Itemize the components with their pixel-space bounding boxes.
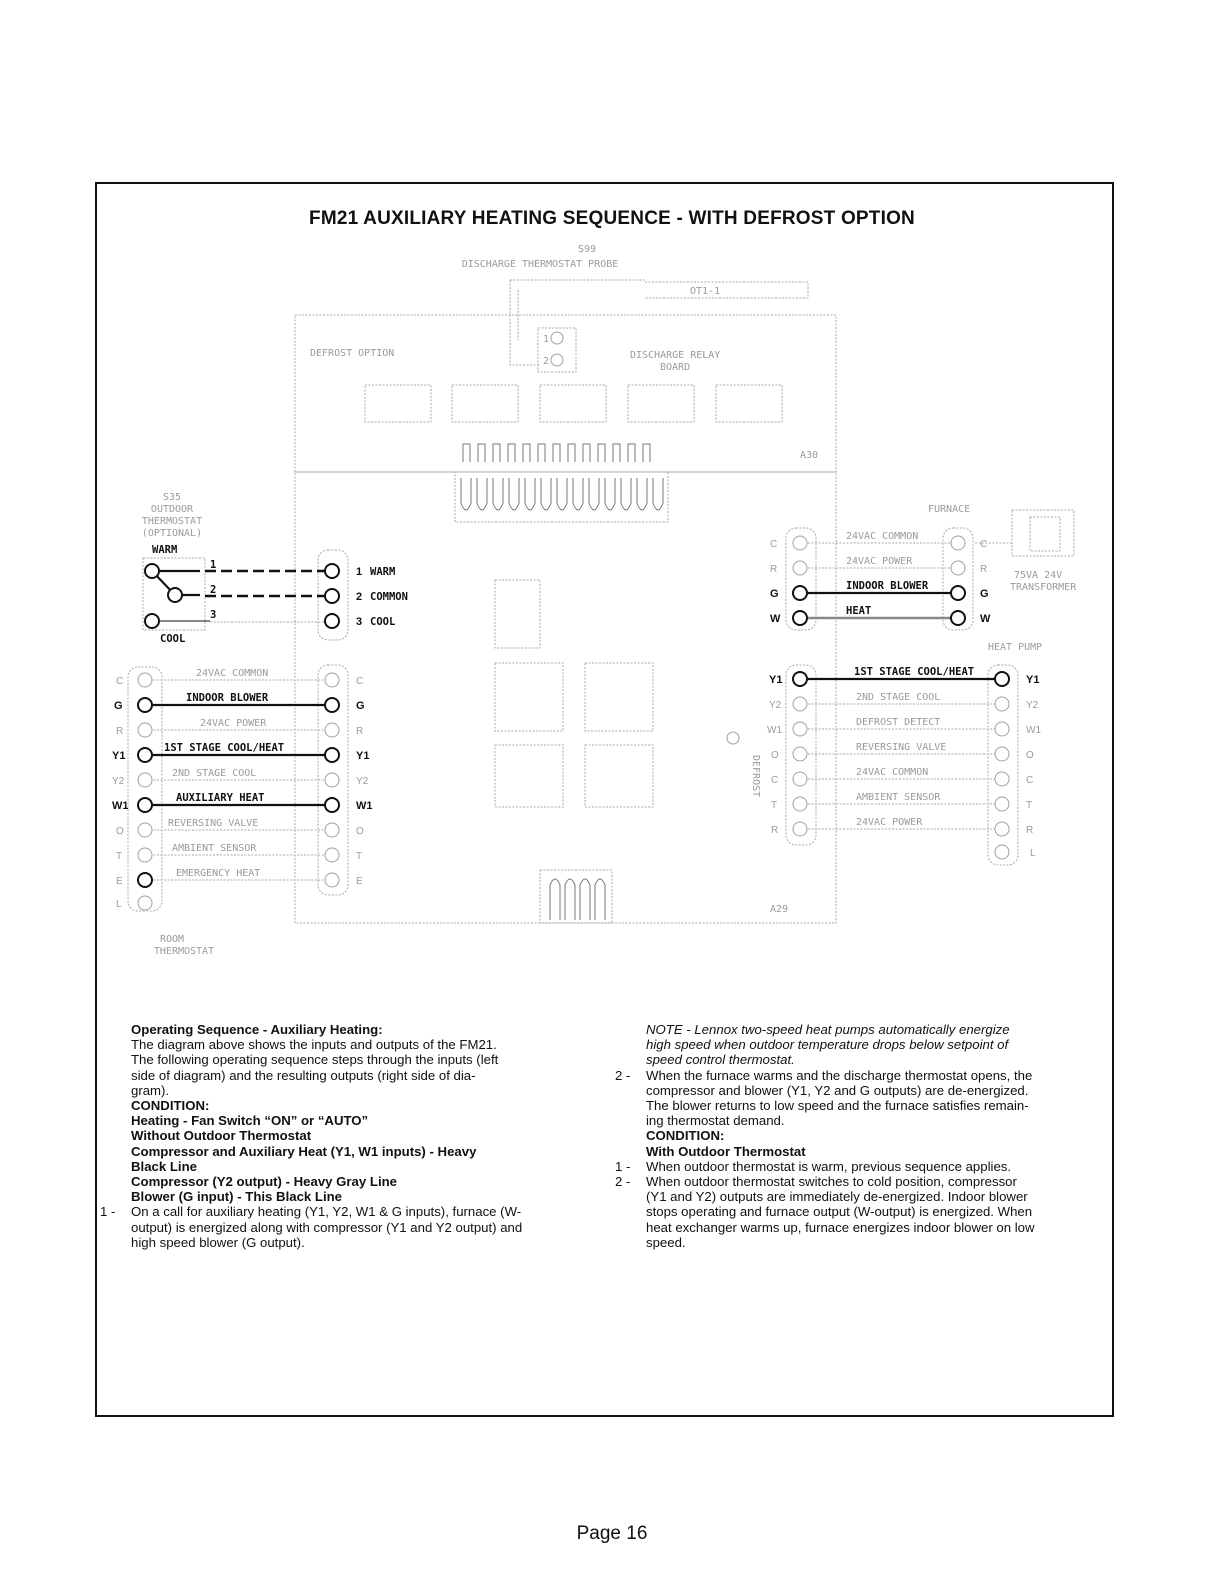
furnace-left-1: R [770, 564, 778, 575]
hp-right-2: W1 [1026, 725, 1041, 736]
rt-right-4: Y2 [356, 776, 369, 787]
hp-wire-3: REVERSING VALVE [856, 742, 947, 753]
ot-terminal-num2: 2 [356, 591, 363, 603]
hp-wire-1: 2ND STAGE COOL [856, 692, 941, 703]
furnace-right-0: C [980, 539, 988, 550]
ot-terminal-label2: COMMON [370, 591, 408, 603]
furnace-wire-0: 24VAC COMMON [846, 531, 919, 542]
hp-right-1: Y2 [1026, 700, 1039, 711]
step-1 [100, 1204, 586, 1250]
right-column [615, 1022, 1101, 1250]
rt-left-9: L [116, 899, 122, 910]
intro-line-2: The following operating sequence steps through the inputs (left [131, 1052, 499, 1068]
step-b2-line-2: (Y1 and Y2) outputs are immediately de-energized. Indoor blower [646, 1189, 1028, 1205]
hp-right-6: R [1026, 825, 1034, 836]
rt-left-4: Y2 [112, 776, 125, 787]
heat-pump-label: HEAT PUMP [988, 642, 1043, 653]
ot1-label: OT1-1 [690, 286, 721, 297]
rt-wire-4: 2ND STAGE COOL [172, 768, 257, 779]
relay-board-line1: DISCHARGE RELAY [630, 350, 721, 361]
rt-wire-3: 1ST STAGE COOL/HEAT [164, 742, 285, 754]
ot-terminal-num1: 1 [356, 566, 363, 578]
hp-right-0: Y1 [1026, 674, 1040, 686]
rt-wire-7: AMBIENT SENSOR [172, 843, 257, 854]
hp-right-5: T [1026, 800, 1033, 811]
step-2 [615, 1067, 1101, 1129]
step-1-number: 1 - [100, 1204, 116, 1220]
hp-left-1: Y2 [769, 700, 782, 711]
condition-line-1: Heating - Fan Switch “ON” or “AUTO” [131, 1113, 369, 1129]
room-thermostat-line1: ROOM [159, 934, 185, 945]
step-2-number: 2 - [615, 1067, 631, 1083]
ot-terminal-num3: 3 [356, 616, 363, 628]
rt-right-8: E [356, 876, 363, 887]
rt-wire-1: INDOOR BLOWER [186, 692, 269, 704]
rt-left-7: T [116, 851, 123, 862]
s99-code: S99 [577, 244, 597, 255]
switch-pin1: 1 [210, 559, 217, 571]
condition-label: CONDITION: [131, 1098, 210, 1114]
hp-wire-2: DEFROST DETECT [856, 717, 941, 728]
rt-left-6: O [116, 826, 124, 837]
sequence-heading: Operating Sequence - Auxiliary Heating: [131, 1022, 383, 1037]
condition-label-2: CONDITION: [646, 1128, 725, 1144]
rt-wire-2: 24VAC POWER [200, 718, 267, 729]
page-number: Page 16 [576, 1523, 648, 1544]
outdoor-thermo-line1: OUTDOOR [150, 504, 194, 515]
furnace-left-0: C [770, 539, 778, 550]
rt-wire-8: EMERGENCY HEAT [176, 868, 261, 879]
relay-board-line2: BOARD [660, 362, 691, 373]
step-2-line-4: ing thermostat demand. [646, 1113, 785, 1129]
page-title: FM21 AUXILIARY HEATING SEQUENCE - WITH DEFROST OPTION [309, 208, 915, 229]
rt-left-1: G [114, 700, 123, 712]
hp-right-4: C [1026, 775, 1034, 786]
intro-line-3: side of diagram) and the resulting outputs (right side of dia- [131, 1067, 476, 1083]
step-b1-line-1: When outdoor thermostat is warm, previous sequence applies. [646, 1158, 1012, 1174]
hp-left-5: T [771, 800, 778, 811]
furnace-right-1: R [980, 564, 988, 575]
rt-wire-5: AUXILIARY HEAT [176, 792, 265, 804]
condition-line-6: Blower (G input) - This Black Line [131, 1189, 343, 1205]
ot-terminal-label1: WARM [370, 566, 396, 578]
hp-left-2: W1 [767, 725, 782, 736]
step-b2-line-4: heat exchanger warms up, furnace energizes indoor blower on low [646, 1219, 1035, 1235]
rt-left-8: E [116, 876, 123, 887]
switch-pin2: 2 [210, 584, 217, 596]
rt-left-5: W1 [112, 800, 129, 812]
s35-code: S35 [162, 492, 182, 503]
step-1-line-3: high speed blower (G output). [131, 1234, 305, 1250]
step-1-line-2: output) is energized along with compressor (Y1 and Y2 output) and [131, 1219, 523, 1235]
step-b1 [615, 1158, 1101, 1174]
rt-left-2: R [116, 726, 124, 737]
hp-left-6: R [771, 825, 779, 836]
a29-label: A29 [770, 904, 789, 915]
a30-label: A30 [800, 450, 819, 461]
left-column [100, 1022, 586, 1250]
hp-wire-4: 24VAC COMMON [856, 767, 929, 778]
rt-left-0: C [116, 676, 124, 687]
switch-pin3: 3 [210, 609, 217, 621]
hp-left-3: O [771, 750, 779, 761]
hp-wire-6: 24VAC POWER [856, 817, 923, 828]
condition-line-5: Compressor (Y2 output) - Heavy Gray Line [131, 1174, 398, 1190]
note-line-2: high speed when outdoor temperature drops below setpoint of [646, 1037, 1009, 1053]
rt-wire-6: REVERSING VALVE [168, 818, 259, 829]
defrost-vertical-label: DEFROST [750, 755, 761, 798]
rt-right-6: O [356, 826, 364, 837]
warm-label: WARM [152, 544, 178, 556]
step-2-line-2: compressor and blower (Y1, Y2 and G outputs) are de-energized. [646, 1082, 1029, 1098]
relay-pin2: 2 [543, 356, 550, 367]
rt-right-2: R [356, 726, 364, 737]
intro-line-1: The diagram above shows the inputs and outputs of the FM21. [131, 1037, 497, 1053]
rt-right-1: G [356, 700, 365, 712]
note-line-3: speed control thermostat. [646, 1052, 795, 1068]
rt-right-7: T [356, 851, 363, 862]
furnace-wire-1: 24VAC POWER [846, 556, 913, 567]
cool-label: COOL [160, 633, 186, 645]
room-thermostat-line2: THERMOSTAT [153, 946, 215, 957]
rt-left-3: Y1 [112, 750, 126, 762]
step-b2-number: 2 - [615, 1174, 631, 1190]
furnace-label: FURNACE [928, 504, 971, 515]
hp-left-4: C [771, 775, 779, 786]
furnace-left-2: G [770, 588, 779, 600]
rt-wire-0: 24VAC COMMON [196, 668, 269, 679]
hp-right-7: L [1030, 848, 1036, 859]
note-line-1: NOTE - Lennox two-speed heat pumps automatically energize [646, 1022, 1010, 1037]
condition-line-3: Compressor and Auxiliary Heat (Y1, W1 inputs) - Heavy [131, 1143, 477, 1159]
furnace-right-3: W [980, 613, 991, 625]
condition-line-2: Without Outdoor Thermostat [131, 1128, 312, 1144]
furnace-wire-2: INDOOR BLOWER [846, 580, 929, 592]
hp-wire-0: 1ST STAGE COOL/HEAT [854, 666, 975, 678]
step-1-line-1: On a call for auxiliary heating (Y1, Y2, W1 & G inputs), furnace (W- [131, 1204, 522, 1220]
hp-right-3: O [1026, 750, 1034, 761]
rt-right-0: C [356, 676, 364, 687]
s99-label: DISCHARGE THERMOSTAT PROBE [461, 259, 619, 270]
relay-board-outline [295, 315, 836, 472]
ot-terminal-label3: COOL [370, 616, 396, 628]
defrost-option-label: DEFROST OPTION [310, 348, 395, 359]
step-b2-line-3: stops operating and furnace output (W-output) is energized. When [646, 1204, 1033, 1220]
furnace-left-3: W [770, 613, 781, 625]
step-2-line-3: The blower returns to low speed and the furnace satisfies remain- [646, 1098, 1029, 1114]
outdoor-thermo-line2: THERMOSTAT [141, 516, 203, 527]
outdoor-thermo-line3: (OPTIONAL) [141, 528, 203, 539]
intro-line-4: gram). [131, 1082, 170, 1098]
hp-wire-5: AMBIENT SENSOR [856, 792, 941, 803]
step-b1-number: 1 - [615, 1158, 631, 1174]
condition-sub-2: With Outdoor Thermostat [646, 1143, 806, 1159]
relay-pin1: 1 [543, 334, 550, 345]
step-b2-line-5: speed. [646, 1234, 686, 1250]
hp-left-0: Y1 [769, 674, 783, 686]
rt-right-3: Y1 [356, 750, 370, 762]
rt-right-5: W1 [356, 800, 373, 812]
furnace-right-2: G [980, 588, 989, 600]
step-b2 [615, 1174, 1101, 1250]
main-board-outline [295, 472, 836, 923]
transformer-line1: 75VA 24V [1014, 570, 1063, 581]
step-b2-line-1: When outdoor thermostat switches to cold position, compressor [646, 1174, 1017, 1190]
condition-line-4: Black Line [131, 1158, 197, 1174]
transformer-line2: TRANSFORMER [1010, 582, 1077, 593]
furnace-wire-3: HEAT [846, 605, 872, 617]
step-2-line-1: When the furnace warms and the discharge thermostat opens, the [646, 1067, 1033, 1083]
